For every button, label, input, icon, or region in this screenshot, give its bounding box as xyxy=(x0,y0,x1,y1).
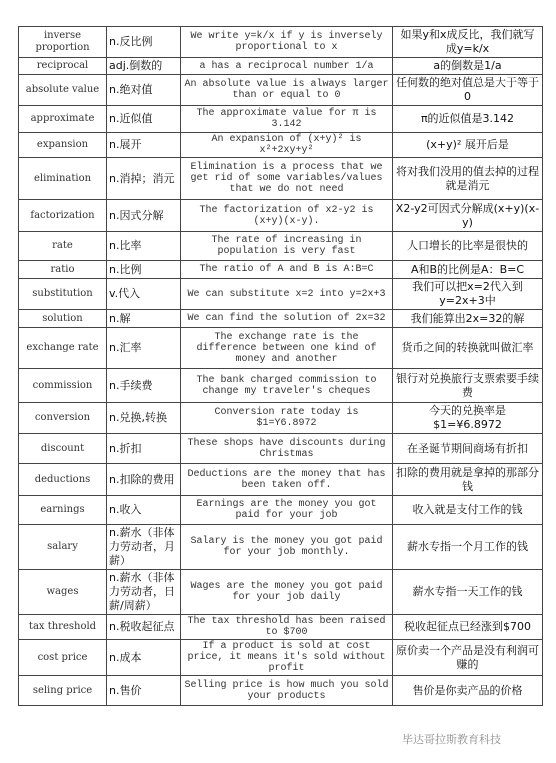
part-of-speech-cell: n.解 xyxy=(107,310,181,328)
example-sentence-cell: An expansion of (x+y)² is x²+2xy+y² xyxy=(181,133,393,158)
part-of-speech-cell: n.近似值 xyxy=(107,106,181,133)
example-sentence-cell: We can substitute x=2 into y=2x+3 xyxy=(181,279,393,310)
table-row xyxy=(19,403,543,434)
example-sentence-cell: Elimination is a process that we get rid of some variables/values that we do not need xyxy=(181,158,393,200)
table-row xyxy=(19,434,543,464)
chinese-translation-cell: 扣除的费用就是拿掉的那部分钱 xyxy=(393,464,543,496)
table-row xyxy=(19,261,543,279)
example-sentence-cell: An absolute value is always larger than or equal to 0 xyxy=(181,75,393,106)
chinese-translation-cell: (x+y)² 展开后是 xyxy=(393,133,543,158)
term-cell: cost price xyxy=(19,640,107,676)
chinese-translation-cell: 人口增长的比率是很快的 xyxy=(393,232,543,261)
part-of-speech-cell: n.汇率 xyxy=(107,328,181,369)
term-cell: ratio xyxy=(19,261,107,279)
example-sentence-cell: The factorization of x2-y2 is (x+y)(x-y). xyxy=(181,200,393,232)
example-sentence-cell: Selling price is how much you sold your products xyxy=(181,676,393,706)
part-of-speech-cell: n.薪水（非体力劳动者，日薪/周薪） xyxy=(107,570,181,615)
chinese-translation-cell: 原价卖一个产品是没有利润可赚的 xyxy=(393,640,543,676)
part-of-speech-cell: n.兑换,转换 xyxy=(107,403,181,434)
term-cell: deductions xyxy=(19,464,107,496)
table-row xyxy=(19,133,543,158)
chinese-translation-cell: 如果y和x成反比，我们就写成y=k/x xyxy=(393,27,543,58)
example-sentence-cell: The ratio of A and B is A:B=C xyxy=(181,261,393,279)
table-row xyxy=(19,464,543,496)
term-cell: salary xyxy=(19,525,107,570)
table-row xyxy=(19,279,543,310)
chinese-translation-cell: 售价是你卖产品的价格 xyxy=(393,676,543,706)
part-of-speech-cell: n.展开 xyxy=(107,133,181,158)
chinese-translation-cell: 任何数的绝对值总是大于等于0 xyxy=(393,75,543,106)
term-cell: rate xyxy=(19,232,107,261)
example-sentence-cell: Conversion rate today is $1=Y6.8972 xyxy=(181,403,393,434)
term-cell: wages xyxy=(19,570,107,615)
example-sentence-cell: We can find the solution of 2x=32 xyxy=(181,310,393,328)
part-of-speech-cell: n.售价 xyxy=(107,676,181,706)
table-row xyxy=(19,58,543,75)
part-of-speech-cell: n.消掉；消元 xyxy=(107,158,181,200)
term-cell: absolute value xyxy=(19,75,107,106)
example-sentence-cell: If a product is sold at cost price, it means it's sold without profit xyxy=(181,640,393,676)
part-of-speech-cell: adj.倒数的 xyxy=(107,58,181,75)
term-cell: reciprocal xyxy=(19,58,107,75)
term-cell: commission xyxy=(19,369,107,403)
example-sentence-cell: The rate of increasing in population is very fast xyxy=(181,232,393,261)
example-sentence-cell: Salary is the money you got paid for your job monthly. xyxy=(181,525,393,570)
example-sentence-cell: These shops have discounts during Christmas xyxy=(181,434,393,464)
part-of-speech-cell: n.反比例 xyxy=(107,27,181,58)
term-cell: earnings xyxy=(19,496,107,525)
table-row xyxy=(19,640,543,676)
example-sentence-cell: We write y=k/x if y is inversely proportional to x xyxy=(181,27,393,58)
part-of-speech-cell: n.收入 xyxy=(107,496,181,525)
vocabulary-table-body xyxy=(19,27,543,706)
table-row xyxy=(19,369,543,403)
part-of-speech-cell: n.因式分解 xyxy=(107,200,181,232)
vocabulary-table xyxy=(18,26,543,706)
chinese-translation-cell: 收入就是支付工作的钱 xyxy=(393,496,543,525)
part-of-speech-cell: n.扣除的费用 xyxy=(107,464,181,496)
chinese-translation-cell: X2-y2可因式分解成(x+y)(x-y) xyxy=(393,200,543,232)
part-of-speech-cell: n.折扣 xyxy=(107,434,181,464)
term-cell: expansion xyxy=(19,133,107,158)
table-row xyxy=(19,106,543,133)
part-of-speech-cell: n.手续费 xyxy=(107,369,181,403)
table-row xyxy=(19,75,543,106)
part-of-speech-cell: v.代入 xyxy=(107,279,181,310)
chinese-translation-cell: 银行对兑换旅行支票索要手续费 xyxy=(393,369,543,403)
term-cell: seling price xyxy=(19,676,107,706)
table-row xyxy=(19,328,543,369)
term-cell: approximate xyxy=(19,106,107,133)
chinese-translation-cell: 薪水专指一天工作的钱 xyxy=(393,570,543,615)
table-row xyxy=(19,570,543,615)
chinese-translation-cell: 我们能算出2x=32的解 xyxy=(393,310,543,328)
term-cell: tax threshold xyxy=(19,615,107,640)
chinese-translation-cell: 薪水专指一个月工作的钱 xyxy=(393,525,543,570)
example-sentence-cell: The bank charged commission to change my traveler's cheques xyxy=(181,369,393,403)
part-of-speech-cell: n.成本 xyxy=(107,640,181,676)
table-row xyxy=(19,200,543,232)
table-row xyxy=(19,615,543,640)
table-row xyxy=(19,496,543,525)
table-row xyxy=(19,525,543,570)
chinese-translation-cell: 我们可以把x=2代入到y=2x+3中 xyxy=(393,279,543,310)
example-sentence-cell: The tax threshold has been raised to $700 xyxy=(181,615,393,640)
term-cell: elimination xyxy=(19,158,107,200)
chinese-translation-cell: 今天的兑换率是$1=¥6.8972 xyxy=(393,403,543,434)
chinese-translation-cell: a的倒数是1/a xyxy=(393,58,543,75)
chinese-translation-cell: 货币之间的转换就叫做汇率 xyxy=(393,328,543,369)
term-cell: conversion xyxy=(19,403,107,434)
part-of-speech-cell: n.比率 xyxy=(107,232,181,261)
chinese-translation-cell: A和B的比例是A：B=C xyxy=(393,261,543,279)
chinese-translation-cell: 在圣诞节期间商场有折扣 xyxy=(393,434,543,464)
term-cell: factorization xyxy=(19,200,107,232)
term-cell: exchange rate xyxy=(19,328,107,369)
table-row xyxy=(19,310,543,328)
part-of-speech-cell: n.比例 xyxy=(107,261,181,279)
table-row xyxy=(19,232,543,261)
chinese-translation-cell: 将对我们没用的值去掉的过程就是消元 xyxy=(393,158,543,200)
part-of-speech-cell: n.税收起征点 xyxy=(107,615,181,640)
part-of-speech-cell: n.绝对值 xyxy=(107,75,181,106)
term-cell: inverse proportion xyxy=(19,27,107,58)
example-sentence-cell: Deductions are the money that has been taken off. xyxy=(181,464,393,496)
chinese-translation-cell: π的近似值是3.142 xyxy=(393,106,543,133)
table-row xyxy=(19,676,543,706)
term-cell: solution xyxy=(19,310,107,328)
example-sentence-cell: The approximate value for π is 3.142 xyxy=(181,106,393,133)
example-sentence-cell: Earnings are the money you got paid for your job xyxy=(181,496,393,525)
term-cell: discount xyxy=(19,434,107,464)
table-row xyxy=(19,158,543,200)
term-cell: substitution xyxy=(19,279,107,310)
part-of-speech-cell: n.薪水（非体力劳动者，月薪） xyxy=(107,525,181,570)
chinese-translation-cell: 税收起征点已经涨到$700 xyxy=(393,615,543,640)
example-sentence-cell: Wages are the money you got paid for your job daily xyxy=(181,570,393,615)
example-sentence-cell: The exchange rate is the difference between one kind of money and another xyxy=(181,328,393,369)
example-sentence-cell: a has a reciprocal number 1/a xyxy=(181,58,393,75)
table-row xyxy=(19,27,543,58)
watermark-text: 毕达哥拉斯教育科技 xyxy=(402,733,501,746)
